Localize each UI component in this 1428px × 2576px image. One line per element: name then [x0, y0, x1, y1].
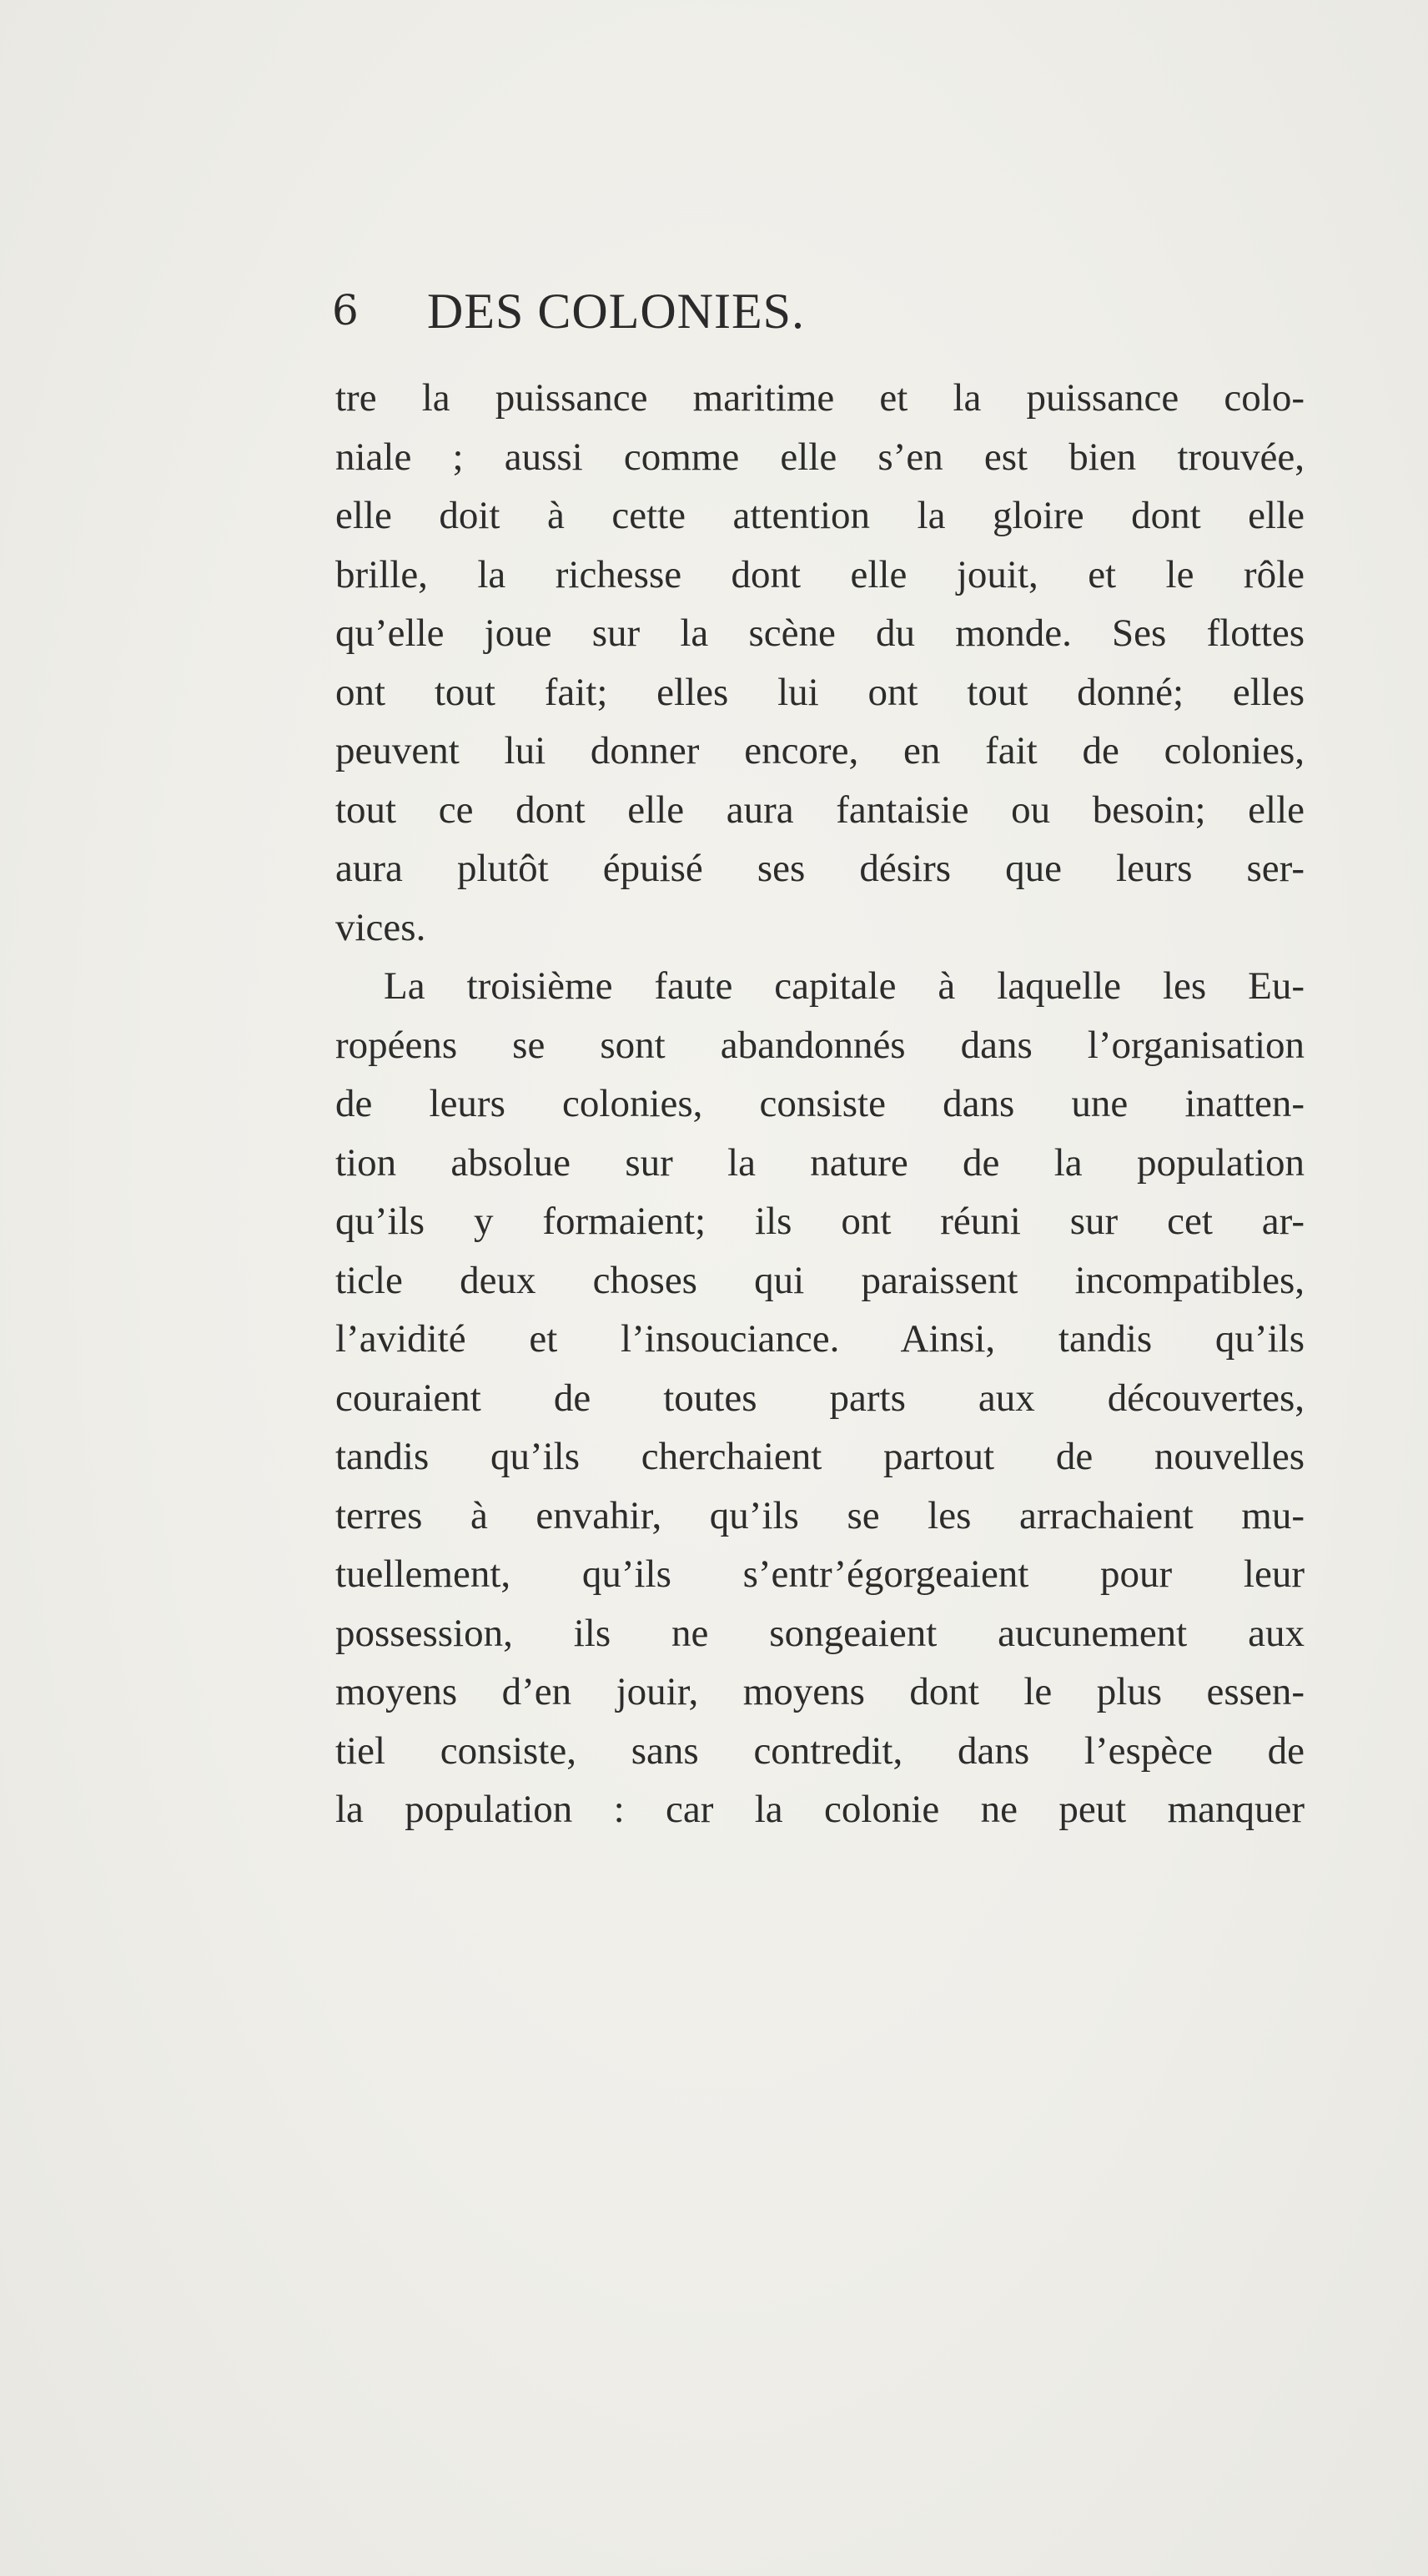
text-line: qu’elle joue sur la scène du monde. Ses flottes — [335, 611, 1305, 655]
text-line: niale ; aussi comme elle s’en est bien trouvée, — [335, 435, 1305, 479]
text-line: tandis qu’ils cherchaient partout de nouvelles — [335, 1435, 1305, 1478]
text-line: terres à envahir, qu’ils se les arrachaient mu- — [335, 1493, 1305, 1537]
page-number: 6 — [332, 286, 360, 335]
text-line: couraient de toutes parts aux découvertes, — [335, 1376, 1305, 1420]
text-line: peuvent lui donner encore, en fait de colonies, — [335, 729, 1305, 772]
text-line: aura plutôt épuisé ses désirs que leurs ser- — [335, 847, 1305, 890]
running-title: DES COLONIES. — [427, 284, 806, 339]
text-line: ropéens se sont abandonnés dans l’organisation — [335, 1023, 1305, 1067]
text-line: de leurs colonies, consiste dans une inatten- — [335, 1082, 1305, 1125]
text-line: brille, la richesse dont elle jouit, et le rôle — [335, 552, 1305, 596]
text-line: tiel consiste, sans contredit, dans l’espèce de — [335, 1728, 1305, 1773]
text-line: moyens d’en jouir, moyens dont le plus essen- — [335, 1670, 1305, 1713]
text-line: qu’ils y formaient; ils ont réuni sur cet ar- — [335, 1200, 1305, 1243]
paragraph-end-line: vices. — [335, 905, 426, 949]
text-line: ont tout fait; elles lui ont tout donné; elles — [335, 670, 1305, 714]
text-line: tion absolue sur la nature de la population — [335, 1140, 1305, 1185]
text-line: ticle deux choses qui paraissent incompatibles, — [335, 1258, 1305, 1302]
text-line: tre la puissance maritime et la puissance colo- — [335, 376, 1305, 420]
paragraph-start-line: La troisième faute capitale à laquelle les Eu- — [384, 964, 1305, 1008]
text-line: possession, ils ne songeaient aucunement aux — [335, 1611, 1305, 1655]
text-line: l’avidité et l’insouciance. Ainsi, tandis qu’ils — [335, 1317, 1305, 1361]
page-header — [0, 279, 1428, 355]
body-text — [335, 369, 1305, 1839]
text-line: la population : car la colonie ne peut manquer — [335, 1788, 1305, 1831]
text-line: elle doit à cette attention la gloire dont elle — [335, 494, 1305, 537]
text-line: tuellement, qu’ils s’entr’égorgeaient pour leur — [335, 1552, 1305, 1596]
text-line: tout ce dont elle aura fantaisie ou besoin; elle — [335, 787, 1305, 832]
